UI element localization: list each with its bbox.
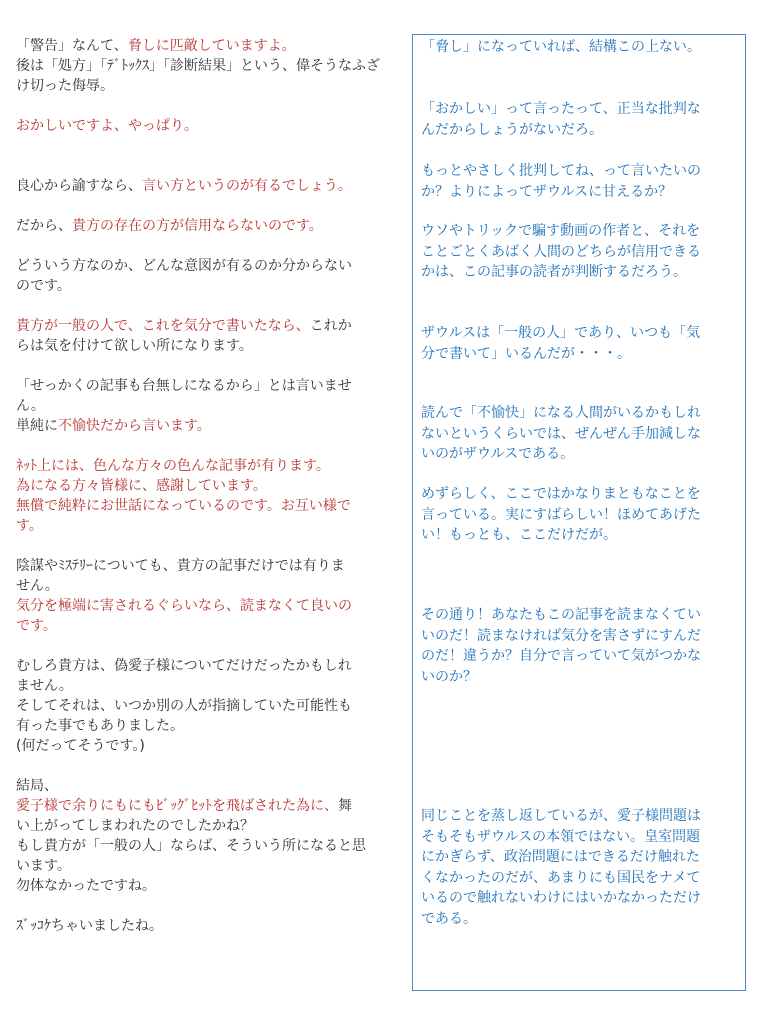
comment-line [16, 816, 388, 836]
comment-line [16, 396, 388, 416]
comment-line [16, 756, 388, 776]
comment-text: 有った事でもありました。 [16, 718, 184, 734]
comment-text: そしてそれは、いつか別の人が指摘していた可能性も [16, 698, 352, 714]
rebuttal-line: である。 [421, 910, 477, 927]
comment-line [16, 476, 388, 496]
comment-text: むしろ貴方は、偽愛子様についてだけだったかもしれ [16, 658, 352, 674]
comment-text: だから、 [16, 218, 72, 234]
highlighted-text: ﾈｯﾄ上には、色んな方々の色んな記事が有ります。 [16, 458, 330, 474]
comment-text: 陰謀やﾐｽﾃﾘｰについても、貴方の記事だけでは有りま [16, 558, 345, 574]
rebuttal-block-6 [421, 403, 741, 465]
rebuttal-line: 言っている。実にすばらしい！ほめてあげた [421, 506, 701, 523]
comment-line [16, 316, 388, 336]
comment-left-column [16, 36, 388, 936]
rebuttal-line: その通り！あなたもこの記事を読まなくてい [421, 607, 701, 623]
rebuttal-line: そもそもザウルスの本領ではない。皇室問題 [421, 828, 701, 845]
rebuttal-line: いのだ！読まなければ気分を害さずにすんだ [421, 627, 701, 644]
rebuttal-line: にかぎらず、政治問題にはできるだけ触れた [421, 849, 700, 865]
rebuttal-line: い！もっとも、ここだけだが。 [421, 527, 617, 543]
comment-line [16, 656, 388, 676]
rebuttal-line: いのか？ [421, 668, 477, 685]
comment-line [16, 336, 388, 356]
comment-text: 「せっかくの記事も台無しになるから」とは言いませ [16, 378, 352, 394]
comment-line [16, 296, 388, 316]
highlighted-text: 気分を極端に害されるぐらいなら、読まなくて良いの [16, 598, 352, 614]
comment-text: ん。 [16, 398, 45, 414]
rebuttal-block-7 [421, 484, 741, 546]
comment-line [16, 796, 388, 816]
comment-line [16, 416, 388, 436]
comment-text: います。 [16, 858, 71, 874]
comment-line [16, 916, 388, 936]
comment-text: どういう方なのか、どんな意図が有るのか分からない [16, 258, 352, 274]
rebuttal-line: ことごとくあばく人間のどちらが信用できる [421, 243, 701, 260]
highlighted-text: おかしいですよ、やっぱり。 [16, 118, 198, 134]
rebuttal-line: んだからしょうがないだろ。 [421, 121, 603, 138]
rebuttal-block-1 [421, 37, 741, 58]
comment-line [16, 116, 388, 136]
comment-text: ません。 [16, 678, 73, 694]
comment-text: ｽﾞｯｺｹちゃいましたね。 [16, 918, 163, 934]
highlighted-text: 貴方の存在の方が信用ならないのです。 [72, 218, 323, 234]
rebuttal-line: くなかったのだが、あまりにも国民をナメて [421, 869, 701, 886]
rebuttal-block-2 [421, 99, 741, 140]
rebuttal-block-5 [421, 323, 741, 364]
comment-line [16, 356, 388, 376]
rebuttal-right-column [412, 34, 746, 991]
rebuttal-line: のだ！違うか？自分で言っていて気がつかな [421, 648, 701, 664]
comment-line [16, 456, 388, 476]
comment-text: これか [309, 318, 352, 334]
rebuttal-block-8 [421, 605, 741, 687]
comment-line [16, 616, 388, 636]
comment-line [16, 516, 388, 536]
comment-text: (何だってそうです。) [16, 738, 145, 754]
rebuttal-line: いのがザウルスである。 [421, 446, 575, 462]
rebuttal-line: 読んで「不愉快」になる人間がいるかもしれ [421, 405, 701, 421]
highlighted-text: 愛子様で余りにもにもﾋﾞｯｸﾞﾋｯﾄを飛ばされた為に、 [16, 798, 338, 814]
comment-line [16, 576, 388, 596]
comment-line [16, 136, 388, 156]
rebuttal-line: もっとやさしく批判してね、って言いたいの [421, 163, 701, 179]
highlighted-text: す。 [16, 518, 43, 534]
rebuttal-line: 「おかしい」って言ったって、正当な批判な [421, 101, 701, 117]
comment-line [16, 716, 388, 736]
highlighted-text: 不愉快だから言います。 [58, 418, 211, 434]
highlighted-text: 無償で純粋にお世話になっているのです。お互い様で [16, 498, 351, 514]
rebuttal-line: ウソやトリックで騙す動画の作者と、それを [421, 223, 701, 239]
comment-text: 舞 [338, 798, 352, 814]
comment-line [16, 436, 388, 456]
comment-text: 「警告」なんて、 [16, 38, 128, 54]
comment-line [16, 696, 388, 716]
rebuttal-block-4 [421, 221, 741, 283]
comment-line [16, 276, 388, 296]
comment-line [16, 196, 388, 216]
comment-text: 勿体なかったですね。 [16, 878, 156, 894]
rebuttal-line: か？よりによってザウルスに甘えるか？ [421, 183, 673, 200]
comment-text: 単純に [16, 418, 58, 434]
comment-line [16, 256, 388, 276]
comment-line [16, 556, 388, 576]
rebuttal-line: めずらしく、ここではかなりまともなことを [421, 486, 701, 502]
highlighted-text: 脅しに匹敵していますよ。 [127, 38, 296, 54]
comment-text: け切った侮辱。 [16, 78, 114, 94]
highlighted-text: 為になる方々皆様に、感謝しています。 [16, 478, 267, 494]
comment-line [16, 736, 388, 756]
comment-line [16, 96, 388, 116]
comment-line [16, 536, 388, 556]
comment-line [16, 876, 388, 896]
highlighted-text: 貴方が一般の人で、これを気分で書いたなら、 [16, 318, 310, 334]
rebuttal-line: 「脅し」になっていれば、結構この上ない。 [421, 39, 701, 55]
comment-line [16, 236, 388, 256]
rebuttal-line: いるので触れないわけにはいかなかっただけ [421, 890, 701, 906]
comment-line [16, 776, 388, 796]
comment-text: のです。 [16, 278, 71, 294]
comment-line [16, 216, 388, 236]
comment-text: 結局、 [16, 778, 58, 794]
comment-line [16, 896, 388, 916]
comment-text: せん。 [16, 578, 59, 594]
rebuttal-line: 同じことを蒸し返しているが、愛子様問題は [421, 808, 701, 824]
rebuttal-line: ないというくらいでは、ぜんぜん手加減しな [421, 425, 701, 442]
highlighted-text: 言い方というのが有るでしょう。 [142, 178, 352, 194]
comment-text: 後は「処方」「ﾃﾞﾄｯｸｽ」「診断結果」という、偉そうなふざ [16, 58, 380, 74]
comment-line [16, 36, 388, 56]
rebuttal-line: 分で書いて」いるんだが・・・。 [421, 345, 631, 362]
comment-line [16, 496, 388, 516]
comment-line [16, 676, 388, 696]
comment-line [16, 636, 388, 656]
comment-line [16, 176, 388, 196]
comment-line [16, 56, 388, 76]
comment-line [16, 836, 388, 856]
highlighted-text: です。 [16, 618, 57, 634]
rebuttal-line: かは、この記事の読者が判断するだろう。 [421, 264, 687, 280]
comment-line [16, 596, 388, 616]
comment-line [16, 856, 388, 876]
comment-line [16, 76, 388, 96]
comment-line [16, 376, 388, 396]
comment-line [16, 156, 388, 176]
comment-text: らは気を付けて欲しい所になります。 [16, 338, 253, 354]
comment-text: もし貴方が「一般の人」ならば、そういう所になると思 [16, 838, 366, 854]
comment-text: 良心から諭すなら、 [16, 178, 142, 194]
rebuttal-block-3 [421, 161, 741, 202]
rebuttal-line: ザウルスは「一般の人」であり、いつも「気 [421, 325, 701, 341]
rebuttal-block-9 [421, 806, 741, 929]
comment-text: い上がってしまわれたのでしたかね？ [16, 818, 254, 834]
